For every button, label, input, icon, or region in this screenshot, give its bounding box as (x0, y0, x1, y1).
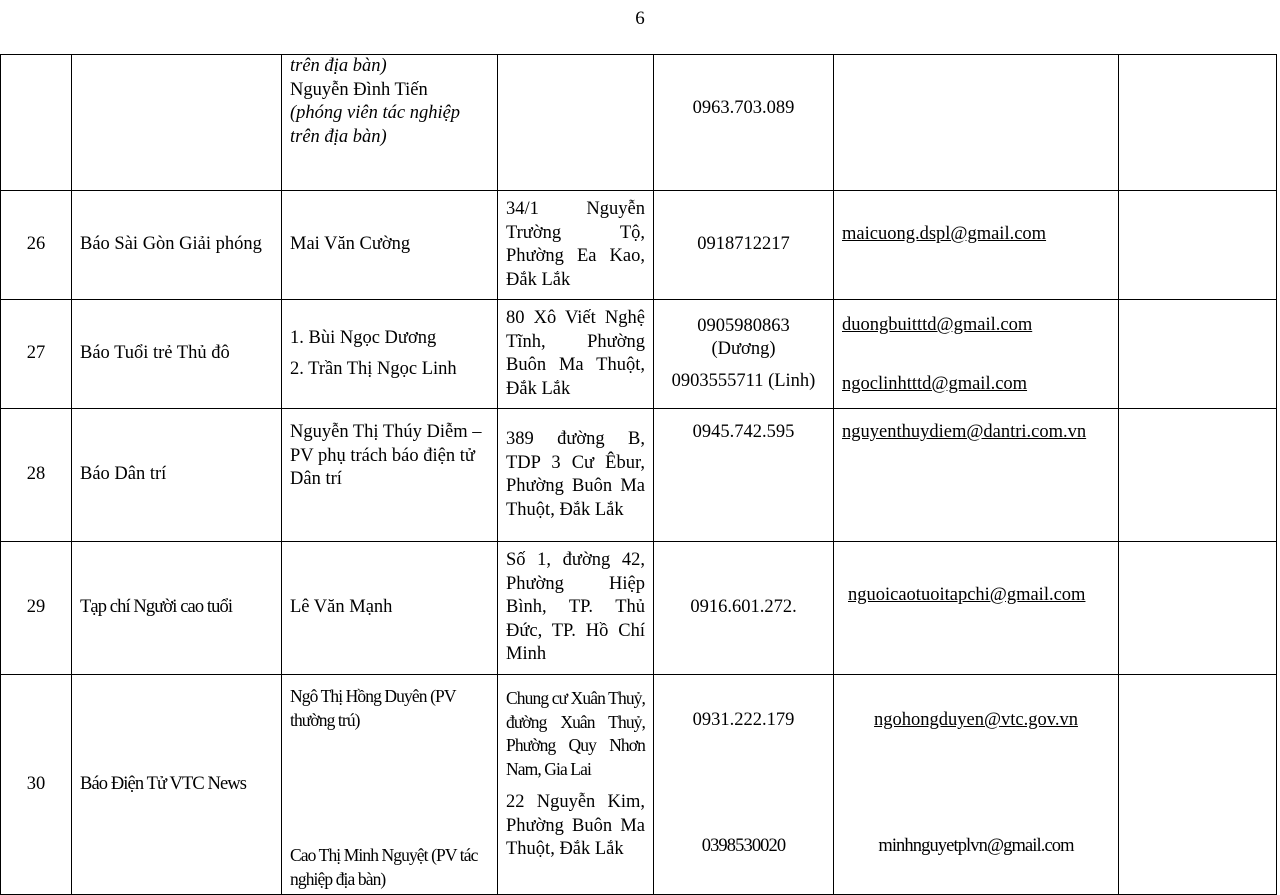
cell-note (1119, 542, 1277, 675)
table-row (1, 542, 1277, 675)
phone-number: 0963.703.089 (692, 98, 795, 118)
contact-name: Nguyễn Đình Tiến (290, 79, 428, 100)
cell-email (834, 300, 1119, 409)
cell-stt: 27 (1, 300, 72, 409)
phone-number: 0398530020 (701, 835, 786, 856)
phone-number: 0905980863 (697, 315, 790, 336)
address-text: 22 Nguyễn Kim, Phường Buôn Ma Thuột, Đắk Lắk (506, 792, 645, 859)
email-link[interactable]: nguyenthuydiem@dantri.com.vn (842, 422, 1087, 442)
cell-note (1119, 675, 1277, 895)
contact-name: 1. Bùi Ngọc Dương (290, 327, 437, 348)
cell-contact-name (282, 300, 498, 409)
cell-address: 80 Xô Viết Nghệ Tĩnh, Phường Buôn Ma Thuột, Đắk Lắk (498, 300, 654, 409)
table-row (1, 191, 1277, 300)
email-link[interactable]: ngoclinhtttd@gmail.com (842, 373, 1028, 394)
table-row-continued (1, 55, 1277, 191)
cell-organization: Tạp chí Người cao tuổi (72, 542, 282, 675)
cell-stt: 29 (1, 542, 72, 675)
email-link[interactable]: maicuong.dspl@gmail.com (842, 224, 1047, 244)
cell-note (1119, 409, 1277, 542)
contact-name: 2. Trần Thị Ngọc Linh (290, 359, 457, 379)
cell-email (834, 191, 1119, 300)
cell-stt: 28 (1, 409, 72, 542)
cell-address: Số 1, đường 42, Phường Hiệp Bình, TP. Thủ Đức, TP. Hồ Chí Minh (498, 542, 654, 675)
cell-stt: 26 (1, 191, 72, 300)
phone-owner: (Dương) (711, 339, 776, 360)
table-row (1, 300, 1277, 409)
cell-phone: 0916.601.272. (654, 542, 834, 675)
cell-organization: Báo Dân trí (72, 409, 282, 542)
cell-email (834, 409, 1119, 542)
cell-contact-name (282, 675, 498, 895)
email-link[interactable]: ngohongduyen@vtc.gov.vn (874, 710, 1078, 730)
cell-contact-name (282, 55, 498, 191)
cell-organization: Báo Điện Tử VTC News (72, 675, 282, 895)
cell-note (1119, 300, 1277, 409)
cell-contact-name: Mai Văn Cường (282, 191, 498, 300)
contact-role-text: trên địa bàn) (290, 56, 387, 76)
cell-phone (654, 55, 834, 191)
cell-stt: 30 (1, 675, 72, 895)
cell-email (834, 542, 1119, 675)
email-link[interactable]: nguoicaotuoitapchi@gmail.com (848, 585, 1086, 605)
cell-note (1119, 191, 1277, 300)
cell-organization: Báo Tuổi trẻ Thủ đô (72, 300, 282, 409)
cell-note (1119, 55, 1277, 191)
cell-contact-name: Lê Văn Mạnh (282, 542, 498, 675)
cell-address: 389 đường B, TDP 3 Cư Êbur, Phường Buôn Ma Thuột, Đắk Lắk (498, 409, 654, 542)
phone-number: 0903555711 (Linh) (671, 370, 816, 391)
contact-role-text: (phóng viên tác nghiệp trên địa bàn) (290, 103, 461, 147)
press-contact-table (0, 54, 1277, 895)
cell-phone (654, 300, 834, 409)
cell-phone: 0945.742.595 (654, 409, 834, 542)
page-number: 6 (635, 8, 645, 29)
cell-phone (654, 675, 834, 895)
cell-organization: Báo Sài Gòn Giải phóng (72, 191, 282, 300)
address-text: Chung cư Xuân Thuỷ, đường Xuân Thuỷ, Phường Quy Nhơn Nam, Gia Lai (506, 688, 645, 779)
cell-address: 34/1 Nguyễn Trường Tộ, Phường Ea Kao, Đắk Lắk (498, 191, 654, 300)
cell-email (834, 675, 1119, 895)
table-row (1, 675, 1277, 895)
email-text[interactable]: minhnguyetplvn@gmail.com (878, 835, 1074, 856)
email-link[interactable]: duongbuitttd@gmail.com (842, 315, 1033, 335)
cell-address (498, 675, 654, 895)
cell-stt (1, 55, 72, 191)
contact-name: Cao Thị Minh Nguyệt (PV tác nghiệp địa bàn) (290, 845, 478, 889)
cell-phone: 0918712217 (654, 191, 834, 300)
cell-contact-name: Nguyễn Thị Thúy Diễm – PV phụ trách báo điện tử Dân trí (282, 409, 498, 542)
cell-email (834, 55, 1119, 191)
contact-name: Ngô Thị Hồng Duyên (PV thường trú) (290, 686, 456, 730)
phone-number: 0931.222.179 (692, 710, 795, 730)
cell-address (498, 55, 654, 191)
cell-organization (72, 55, 282, 191)
table-row (1, 409, 1277, 542)
